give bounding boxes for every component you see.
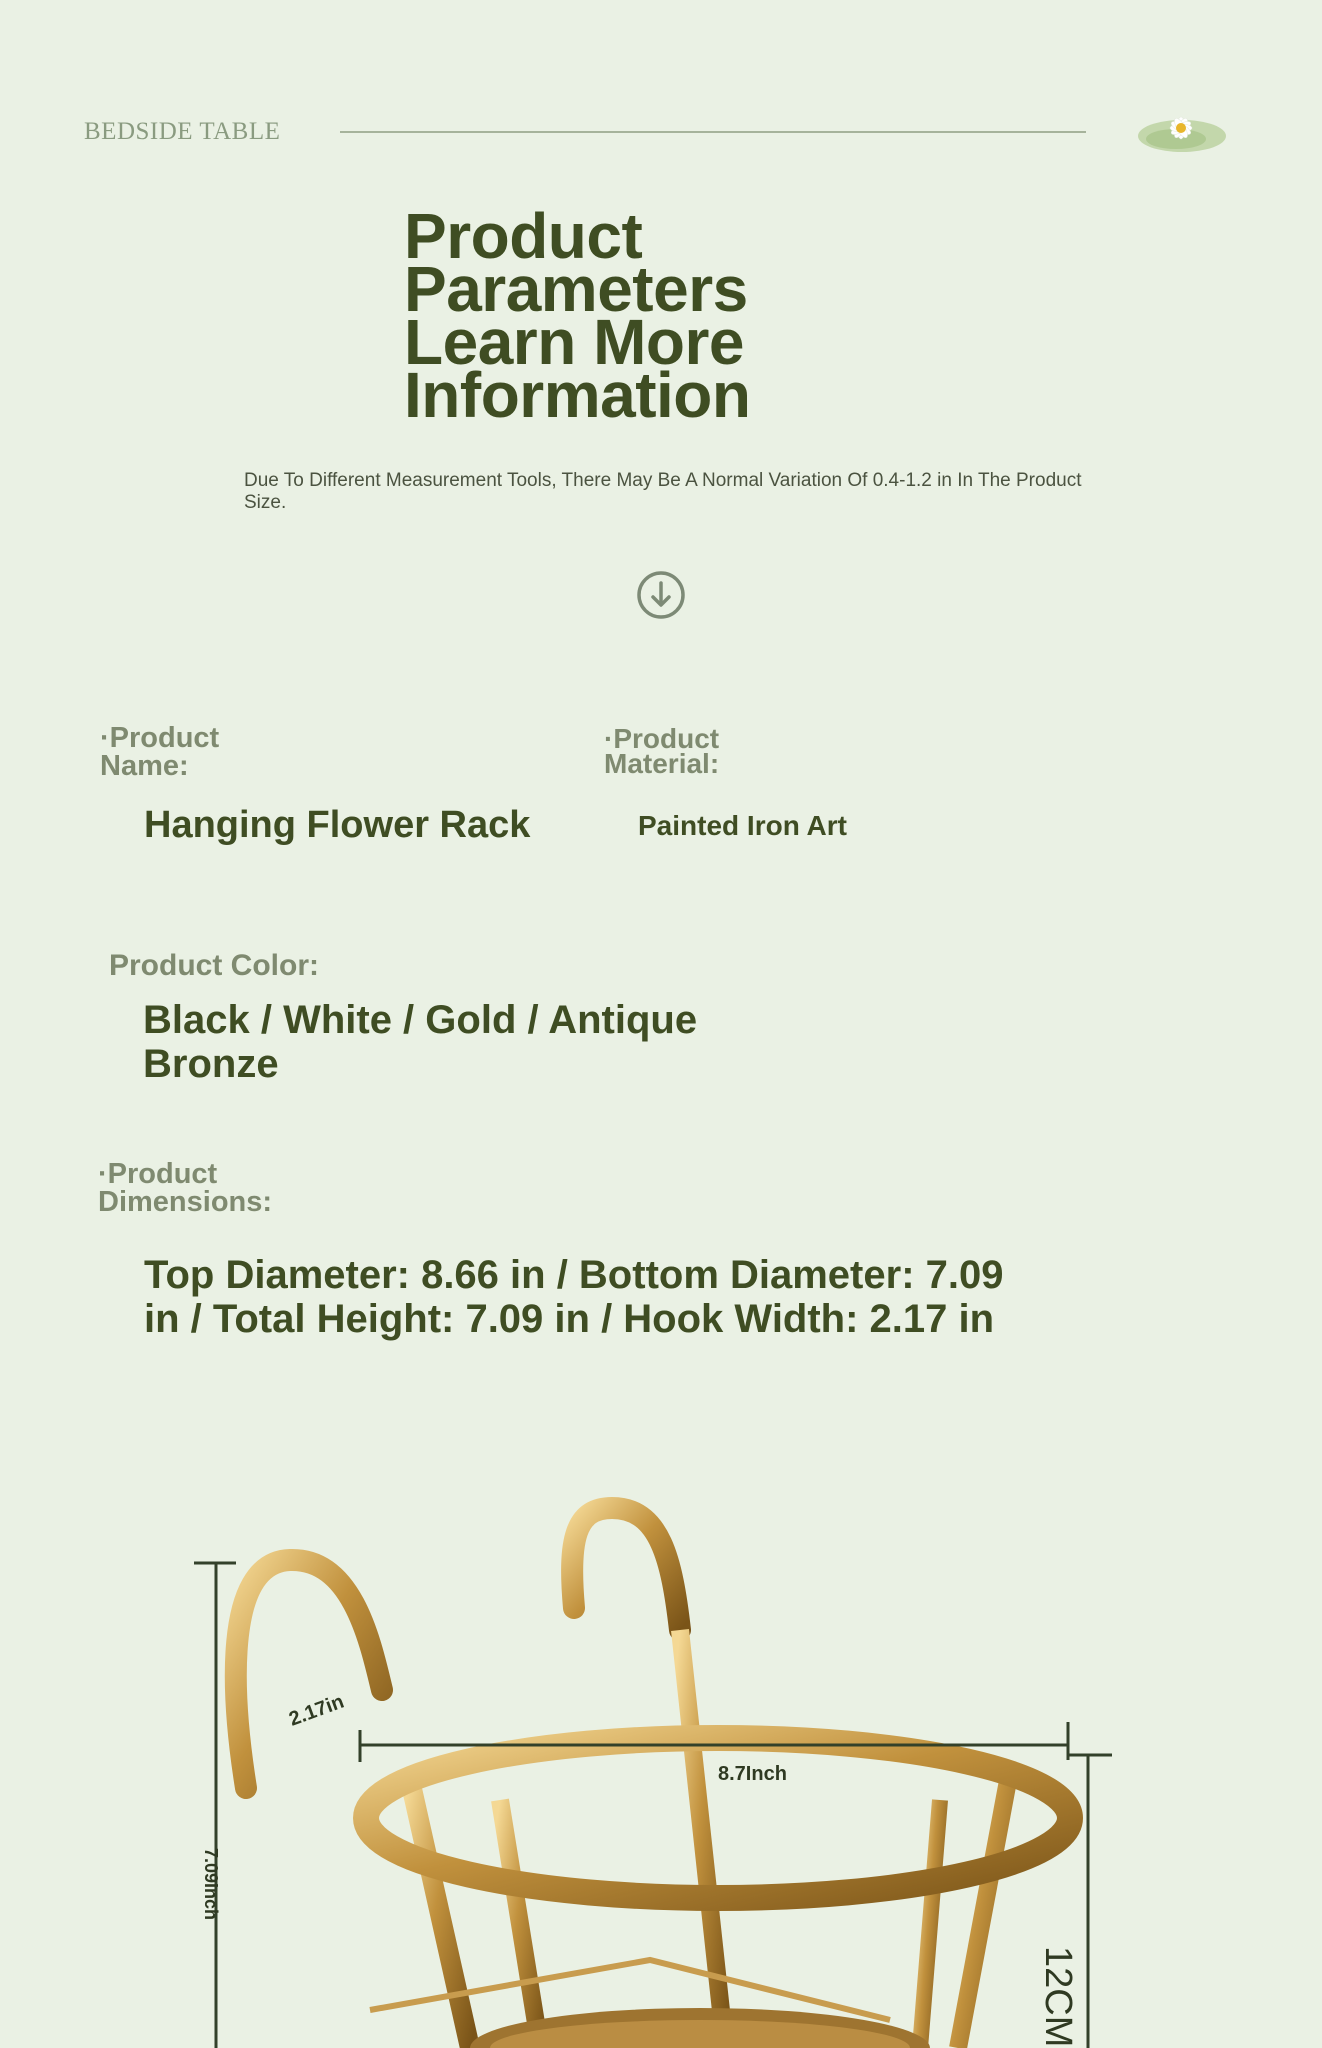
size-variation-note: Due To Different Measurement Tools, There May Be A Normal Variation Of 0.4-1.2 in In The Product Size. bbox=[244, 470, 1082, 513]
height-label: 7.09Inch bbox=[201, 1848, 221, 1921]
title-line: Information bbox=[404, 359, 751, 431]
product-color-value: Black / White / Gold / Antique Bronze bbox=[143, 998, 698, 1086]
header-divider bbox=[340, 131, 1086, 133]
label-line: ·Product bbox=[100, 722, 220, 754]
product-dimensions-label bbox=[98, 1160, 272, 1216]
label-line: Name: bbox=[100, 750, 189, 782]
side-height-label: 12CM bbox=[1037, 1946, 1079, 2048]
product-material-label bbox=[604, 723, 720, 779]
label-line: Dimensions: bbox=[98, 1186, 273, 1218]
title-line: Product bbox=[404, 200, 643, 272]
product-name-value: Hanging Flower Rack bbox=[144, 804, 531, 846]
label-line: ·Product bbox=[98, 1158, 218, 1190]
label-line: Material: bbox=[604, 748, 720, 779]
title-line: Learn More bbox=[404, 306, 744, 378]
product-image bbox=[0, 1480, 1322, 2048]
label-line: ·Product bbox=[604, 723, 720, 754]
top-diameter-label: 8.7Inch bbox=[718, 1763, 787, 1785]
rack-illustration bbox=[236, 1508, 1070, 2048]
page-title bbox=[404, 200, 1024, 431]
daisy-icon bbox=[1136, 104, 1228, 160]
title-line: Parameters bbox=[404, 253, 748, 325]
product-name-label bbox=[100, 724, 219, 780]
product-material-value: Painted Iron Art bbox=[638, 810, 847, 841]
arrow-down-circle-icon bbox=[636, 570, 686, 620]
hook-width-label: 2.17in bbox=[286, 1690, 347, 1731]
product-dimensions-value: Top Diameter: 8.66 in / Bottom Diameter: 7.09 in / Total Height: 7.09 in / Hook Width: 2.17 in bbox=[144, 1253, 1004, 1341]
product-color-label: Product Color: bbox=[109, 949, 319, 982]
brand-title: BEDSIDE TABLE bbox=[84, 118, 281, 145]
